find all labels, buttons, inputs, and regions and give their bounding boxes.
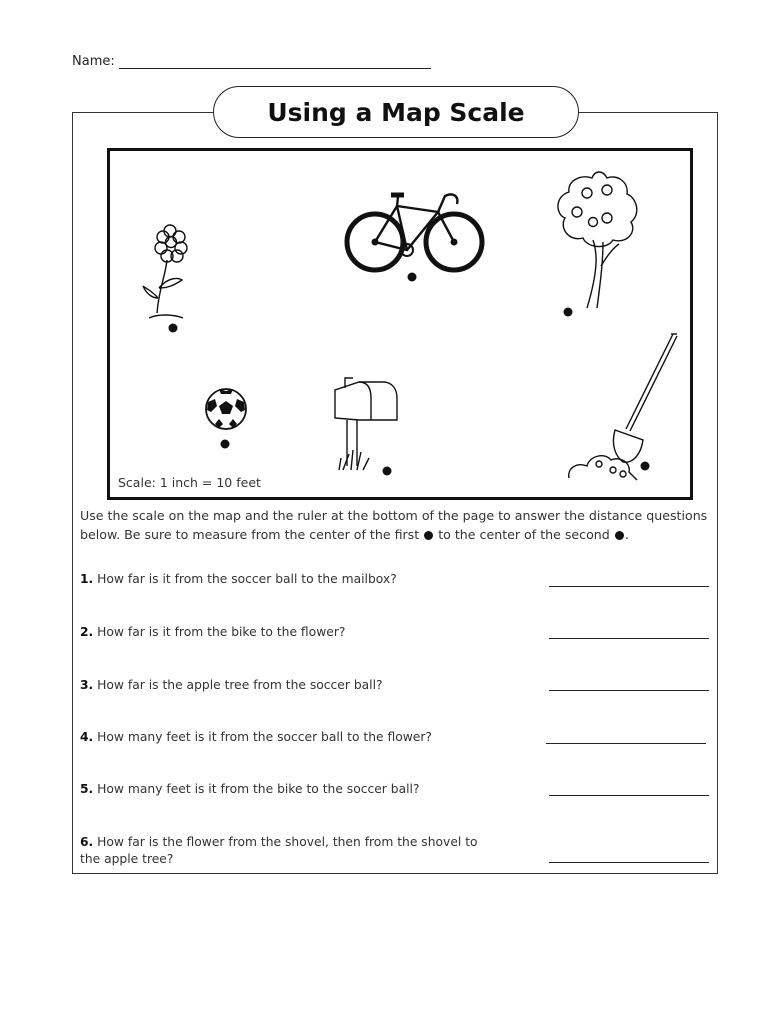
map-scale-label: Scale: 1 inch = 10 feet [118,475,261,490]
answer-line-4[interactable] [546,743,706,744]
question-text: How many feet is it from the bike to the soccer ball? [97,782,420,796]
instructions-text-2: to the center of the second [438,527,610,542]
dot-symbol [424,531,433,540]
map-illustration [107,148,693,500]
question-5 [80,781,419,798]
question-6 [80,834,500,868]
question-number: 3. [80,678,94,692]
question-2 [80,624,345,641]
answer-line-2[interactable] [549,638,709,639]
question-1 [80,571,397,588]
question-text: How far is the flower from the shovel, then from the shovel to the apple tree? [80,835,478,866]
question-number: 4. [80,730,94,744]
soccer-ball-dot [221,440,230,449]
name-input-line[interactable] [119,54,431,69]
page-title: Using a Map Scale [213,86,579,138]
instructions [80,506,720,544]
instructions-text-1: Use the scale on the map and the ruler at the bottom of the page to answer the distance questions below. Be sure to measure from the center of the first [80,508,708,542]
answer-line-5[interactable] [549,795,709,796]
question-4 [80,729,432,746]
question-number: 5. [80,782,94,796]
mailbox-dot [383,467,392,476]
question-text: How many feet is it from the soccer ball to the flower? [97,730,432,744]
question-number: 6. [80,835,94,849]
apple-tree-icon [558,172,637,308]
bicycle-icon [347,194,482,270]
answer-line-6[interactable] [549,862,709,863]
bicycle-dot [408,273,417,282]
question-text: How far is the apple tree from the soccer ball? [97,678,383,692]
flower-icon [143,225,187,318]
shovel-dot [641,462,650,471]
shovel-icon [569,334,677,480]
soccer-ball-icon [206,389,246,429]
mailbox-icon [335,378,397,470]
question-number: 1. [80,572,94,586]
answer-line-3[interactable] [549,690,709,691]
apple-tree-dot [564,308,573,317]
instructions-text-3: . [624,527,629,542]
name-label: Name: [72,54,115,69]
question-text: How far is it from the soccer ball to the mailbox? [97,572,397,586]
name-row [72,54,431,69]
question-text: How far is it from the bike to the flower? [97,625,346,639]
answer-line-1[interactable] [549,586,709,587]
question-number: 2. [80,625,94,639]
question-3 [80,677,383,694]
flower-dot [169,324,178,333]
dot-symbol [615,531,624,540]
